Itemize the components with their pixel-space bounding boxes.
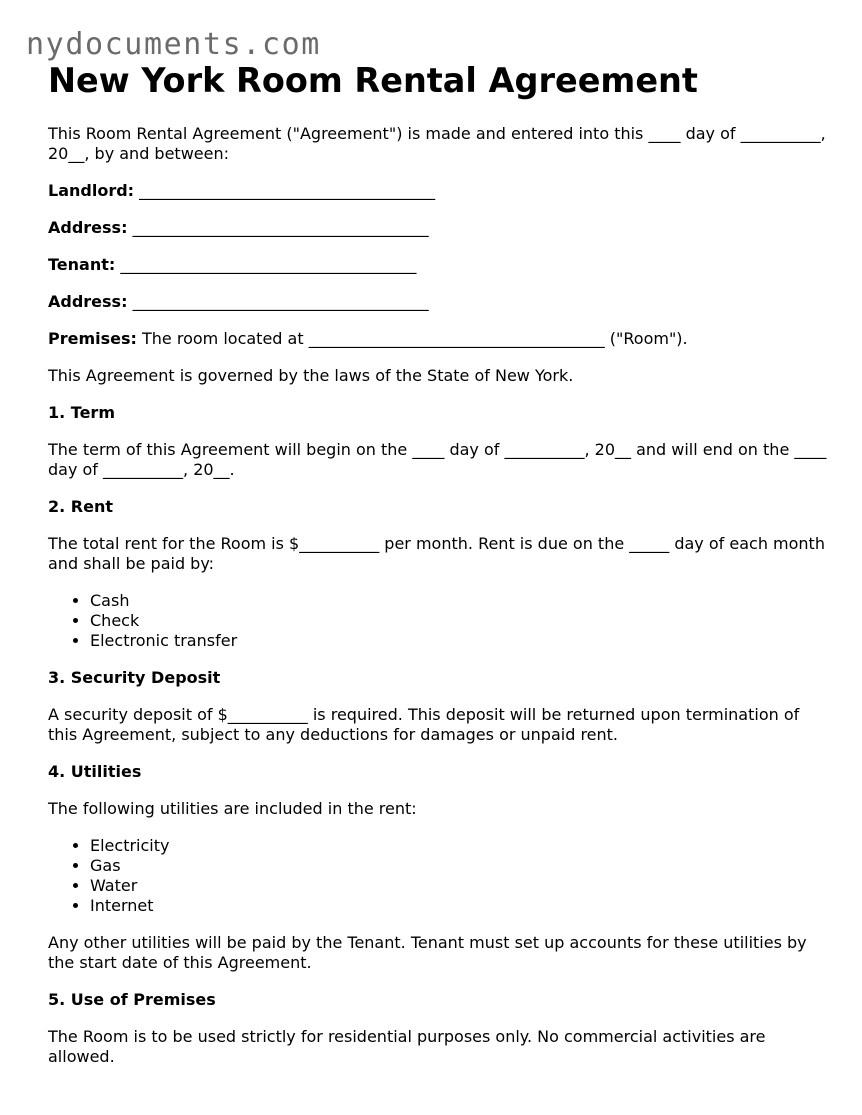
premises-text: The room located at _____________________________________ ("Room"). <box>142 329 688 348</box>
section-heading-rent: 2. Rent <box>48 497 113 516</box>
term-text: The term of this Agreement will begin on the ____ day of __________, 20__ and will end on the ____ day of __________, 20__. <box>48 440 827 479</box>
tenant-blank: _____________________________________ <box>120 255 417 274</box>
section-heading-term: 1. Term <box>48 403 115 422</box>
section-heading-deposit: 3. Security Deposit <box>48 668 221 687</box>
landlord-address-blank: _____________________________________ <box>132 218 429 237</box>
tenant-address-field <box>48 292 828 312</box>
list-item: • Water <box>90 876 828 896</box>
list-item: • Electricity <box>90 836 828 856</box>
section-heading-use: 5. Use of Premises <box>48 990 216 1009</box>
list-item: • Gas <box>90 856 828 876</box>
utilities-note: Any other utilities will be paid by the Tenant. Tenant must set up accounts for these utilities by the start date of this Agreement. <box>48 933 807 972</box>
utilities-text: The following utilities are included in the rent: <box>48 799 417 818</box>
rent-text: The total rent for the Room is $__________ per month. Rent is due on the _____ day of each month and shall be paid by: <box>48 534 825 573</box>
intro-paragraph: This Room Rental Agreement ("Agreement") is made and entered into this ____ day of __________, 20__, by and between: <box>48 124 826 163</box>
landlord-field <box>48 181 828 201</box>
utilities-list <box>48 836 828 916</box>
site-watermark: nydocuments.com <box>26 27 321 62</box>
document-title: New York Room Rental Agreement <box>48 61 698 100</box>
landlord-label: Landlord: <box>48 181 135 200</box>
section-heading-utilities: 4. Utilities <box>48 762 142 781</box>
landlord-address-field <box>48 218 828 238</box>
deposit-text: A security deposit of $__________ is required. This deposit will be returned upon termination of this Agreement, subject to any deductions for damages or unpaid rent. <box>48 705 800 744</box>
premises-label: Premises: <box>48 329 137 348</box>
use-text: The Room is to be used strictly for residential purposes only. No commercial activities are allowed. <box>48 1027 766 1066</box>
tenant-field <box>48 255 828 275</box>
list-item: • Cash <box>90 591 828 611</box>
landlord-blank: _____________________________________ <box>139 181 436 200</box>
landlord-address-label: Address: <box>48 218 128 237</box>
list-item: • Electronic transfer <box>90 631 828 651</box>
list-item: • Check <box>90 611 828 631</box>
agreement-document <box>48 58 828 1067</box>
payment-methods-list <box>48 591 828 651</box>
tenant-address-blank: _____________________________________ <box>132 292 429 311</box>
list-item: • Internet <box>90 896 828 916</box>
governing-law: This Agreement is governed by the laws of the State of New York. <box>48 366 574 385</box>
tenant-label: Tenant: <box>48 255 116 274</box>
premises-field <box>48 329 828 349</box>
tenant-address-label: Address: <box>48 292 128 311</box>
